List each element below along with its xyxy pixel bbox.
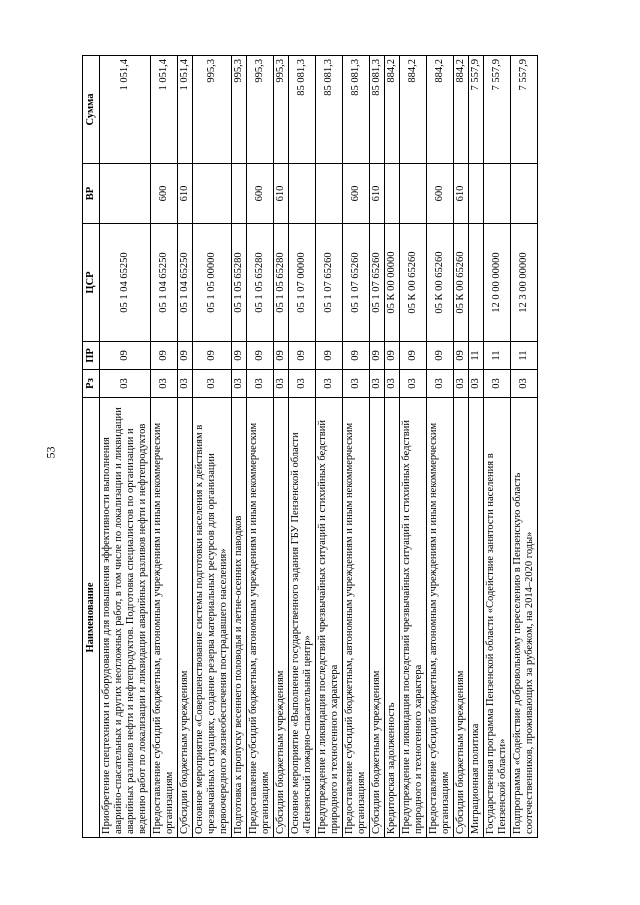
cell-rz: 03 <box>511 370 538 398</box>
table-row <box>232 56 247 838</box>
cell-sum: 884,2 <box>427 56 454 164</box>
cell-csr: 12 0 00 00000 <box>484 224 511 342</box>
cell-csr: 05 К 00 65260 <box>427 224 454 342</box>
cell-pr: 09 <box>454 342 469 370</box>
table-row <box>385 56 400 838</box>
cell-csr: 05 К 00 65260 <box>400 224 427 342</box>
cell-rz: 03 <box>151 370 178 398</box>
cell-vr <box>193 164 232 224</box>
cell-sum: 1 051,4 <box>178 56 193 164</box>
cell-vr: 610 <box>454 164 469 224</box>
cell-name: Государственная программа Пензенской области «Содействие занятости населения в Пензенской области» <box>484 398 511 838</box>
cell-vr: 610 <box>178 164 193 224</box>
cell-csr: 05 1 07 00000 <box>289 224 316 342</box>
cell-rz: 03 <box>178 370 193 398</box>
table-row <box>247 56 274 838</box>
cell-sum: 884,2 <box>385 56 400 164</box>
cell-name: Основное мероприятие «Совершенствование системы подготовки населения к действиям в чрезвычайных ситуациях, создание резерва материальных ресурсов для организации первоочередного жизнеобеспечения пострадавшего населения» <box>193 398 232 838</box>
cell-pr: 09 <box>100 342 151 370</box>
table-row <box>400 56 427 838</box>
cell-csr: 05 1 07 65260 <box>316 224 343 342</box>
header-name: Наименование <box>83 398 100 838</box>
cell-rz: 03 <box>454 370 469 398</box>
cell-pr: 09 <box>400 342 427 370</box>
header-csr: ЦСР <box>83 224 100 342</box>
table-row <box>151 56 178 838</box>
cell-name: Кредиторская задолженность <box>385 398 400 838</box>
table-row <box>454 56 469 838</box>
cell-rz: 03 <box>100 370 151 398</box>
cell-pr: 11 <box>469 342 484 370</box>
cell-vr <box>316 164 343 224</box>
cell-pr: 09 <box>178 342 193 370</box>
table-row <box>100 56 151 838</box>
cell-pr: 09 <box>274 342 289 370</box>
cell-vr <box>400 164 427 224</box>
cell-name: Субсидии бюджетным учреждениям <box>370 398 385 838</box>
cell-pr: 09 <box>370 342 385 370</box>
header-vr: ВР <box>83 164 100 224</box>
cell-csr: 05 1 05 65280 <box>232 224 247 342</box>
cell-sum: 884,2 <box>400 56 427 164</box>
page-number: 53 <box>43 446 58 459</box>
cell-vr <box>469 164 484 224</box>
cell-vr: 610 <box>370 164 385 224</box>
cell-vr: 600 <box>151 164 178 224</box>
cell-rz: 03 <box>427 370 454 398</box>
cell-rz: 03 <box>469 370 484 398</box>
table-row <box>484 56 511 838</box>
table-row <box>511 56 538 838</box>
cell-rz: 03 <box>385 370 400 398</box>
cell-sum: 85 081,3 <box>343 56 370 164</box>
cell-vr: 600 <box>427 164 454 224</box>
cell-sum: 85 081,3 <box>289 56 316 164</box>
cell-csr: 05 1 07 65260 <box>343 224 370 342</box>
cell-rz: 03 <box>193 370 232 398</box>
table-body <box>100 56 538 838</box>
cell-sum: 85 081,3 <box>316 56 343 164</box>
cell-vr <box>484 164 511 224</box>
cell-vr <box>232 164 247 224</box>
table-row <box>469 56 484 838</box>
cell-sum: 7 557,9 <box>484 56 511 164</box>
cell-name: Предоставление субсидий бюджетным, автономным учреждениям и иным некоммерческим организациям <box>343 398 370 838</box>
cell-sum: 1 051,4 <box>100 56 151 164</box>
cell-name: Подготовка к пропуску весеннего половодья и летне-осенних паводков <box>232 398 247 838</box>
rotated-table-container <box>82 56 592 838</box>
budget-table <box>82 55 538 838</box>
cell-sum: 995,3 <box>247 56 274 164</box>
cell-sum: 884,2 <box>454 56 469 164</box>
cell-rz: 03 <box>316 370 343 398</box>
cell-pr: 09 <box>151 342 178 370</box>
table-row <box>316 56 343 838</box>
table-row <box>274 56 289 838</box>
cell-pr: 09 <box>385 342 400 370</box>
cell-csr: 05 1 04 65250 <box>178 224 193 342</box>
cell-rz: 03 <box>289 370 316 398</box>
table-row <box>427 56 454 838</box>
header-sum: Сумма <box>83 56 100 164</box>
cell-pr: 09 <box>343 342 370 370</box>
cell-rz: 03 <box>343 370 370 398</box>
cell-pr: 09 <box>193 342 232 370</box>
cell-name: Субсидии бюджетным учреждениям <box>274 398 289 838</box>
cell-csr <box>469 224 484 342</box>
cell-csr: 05 1 04 65250 <box>100 224 151 342</box>
cell-csr: 05 1 04 65250 <box>151 224 178 342</box>
cell-csr: 12 3 00 00000 <box>511 224 538 342</box>
table-row <box>289 56 316 838</box>
cell-csr: 05 1 05 65280 <box>274 224 289 342</box>
cell-sum: 1 051,4 <box>151 56 178 164</box>
header-rz: Рз <box>83 370 100 398</box>
cell-pr: 09 <box>247 342 274 370</box>
cell-rz: 03 <box>232 370 247 398</box>
cell-name: Подпрограмма «Содействие добровольному переселению в Пензенскую область соотечественников, проживающих за рубежом, на 2014–2020 годы» <box>511 398 538 838</box>
cell-csr: 05 1 07 65260 <box>370 224 385 342</box>
cell-csr: 05 К 00 65260 <box>454 224 469 342</box>
cell-sum: 995,3 <box>193 56 232 164</box>
cell-name: Предупреждение и ликвидация последствий чрезвычайных ситуаций и стихийных бедствий природного и техногенного характера <box>400 398 427 838</box>
cell-pr: 09 <box>232 342 247 370</box>
cell-name: Основное мероприятие «Выполнение государственного задания ГБУ Пензенской области «Пензенский пожарно-спасательный центр» <box>289 398 316 838</box>
table-row <box>193 56 232 838</box>
cell-vr <box>289 164 316 224</box>
cell-rz: 03 <box>247 370 274 398</box>
cell-rz: 03 <box>484 370 511 398</box>
cell-name: Субсидии бюджетным учреждениям <box>178 398 193 838</box>
cell-sum: 995,3 <box>232 56 247 164</box>
cell-vr: 600 <box>343 164 370 224</box>
cell-pr: 09 <box>289 342 316 370</box>
cell-rz: 03 <box>400 370 427 398</box>
cell-vr <box>100 164 151 224</box>
cell-name: Предоставление субсидий бюджетным, автономным учреждениям и иным некоммерческим организациям <box>427 398 454 838</box>
cell-vr: 600 <box>247 164 274 224</box>
cell-sum: 995,3 <box>274 56 289 164</box>
cell-sum: 7 557,9 <box>511 56 538 164</box>
cell-csr: 05 К 00 00000 <box>385 224 400 342</box>
header-pr: ПР <box>83 342 100 370</box>
cell-sum: 85 081,3 <box>370 56 385 164</box>
cell-pr: 09 <box>427 342 454 370</box>
cell-name: Приобретение спецтехники и оборудования для повышения эффективности выполнения аварийно-спасательных и других неотложных работ, в том числе по локализации и ликвидации аварийных разливов нефти и нефтепродуктов. Подготовка специалистов по организации и ведению работ по локализации и ликвидации аварийных разливов нефти и нефтепродуктов <box>100 398 151 838</box>
cell-name: Субсидии бюджетным учреждениям <box>454 398 469 838</box>
cell-vr <box>385 164 400 224</box>
cell-name: Предоставление субсидий бюджетным, автономным учреждениям и иным некоммерческим организациям <box>151 398 178 838</box>
cell-name: Предупреждение и ликвидация последствий чрезвычайных ситуаций и стихийных бедствий природного и техногенного характера <box>316 398 343 838</box>
cell-sum: 7 557,9 <box>469 56 484 164</box>
table-row <box>343 56 370 838</box>
cell-pr: 09 <box>316 342 343 370</box>
cell-rz: 03 <box>274 370 289 398</box>
cell-rz: 03 <box>370 370 385 398</box>
cell-vr <box>511 164 538 224</box>
cell-csr: 05 1 05 00000 <box>193 224 232 342</box>
cell-vr: 610 <box>274 164 289 224</box>
table-row <box>178 56 193 838</box>
cell-pr: 11 <box>484 342 511 370</box>
table-header-row <box>83 56 100 838</box>
cell-name: Миграционная политика <box>469 398 484 838</box>
cell-pr: 11 <box>511 342 538 370</box>
cell-csr: 05 1 05 65280 <box>247 224 274 342</box>
table-row <box>370 56 385 838</box>
cell-name: Предоставление субсидий бюджетным, автономным учреждениям и иным некоммерческим организациям <box>247 398 274 838</box>
